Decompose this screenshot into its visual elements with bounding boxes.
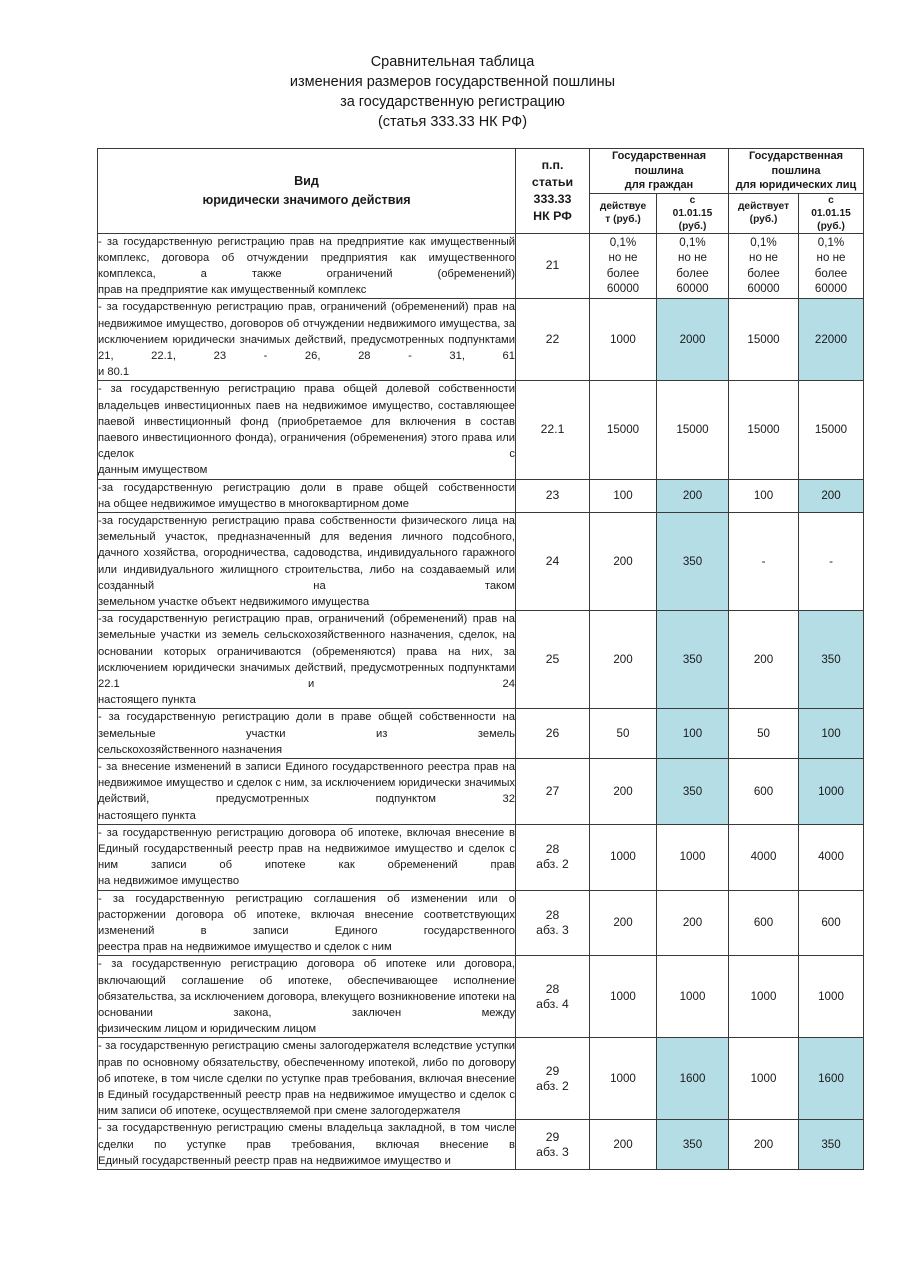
cell-value-line: 2000: [679, 333, 706, 347]
cell-citizens-new: [657, 233, 729, 299]
row-article-number: 25: [516, 611, 590, 709]
cell-value-line: 350: [682, 653, 703, 667]
cell-citizens-current: [590, 479, 657, 512]
row-article-number: 27: [516, 759, 590, 825]
cell-value-line: 1000: [679, 850, 706, 864]
cell-value-line: 0,1%: [609, 235, 637, 249]
title-line-3: за государственную регистрацию: [340, 94, 565, 110]
title-line-1: Сравнительная таблица: [370, 54, 535, 70]
row-article-paragraph: абз. 3: [536, 923, 569, 938]
cell-legal-current: [729, 611, 799, 709]
cell-value-line: но не: [678, 251, 707, 265]
cell-value-line: 0,1%: [750, 235, 777, 249]
header-citizens-new: [657, 193, 729, 233]
cell-citizens-current: [590, 611, 657, 709]
cell-citizens-current: [590, 512, 657, 610]
row-description-last-line: и 80.1: [98, 366, 130, 379]
cell-value-line: 1000: [818, 784, 844, 798]
cell-citizens-new: [657, 1120, 729, 1170]
row-description-last-line: на недвижимое имущество: [98, 875, 240, 888]
cell-citizens-new: [657, 611, 729, 709]
cell-value-line: более: [814, 266, 848, 280]
table-row: [98, 381, 864, 479]
cell-value-line: 350: [821, 1138, 841, 1152]
row-description: -за государственную регистрацию доли в праве общей собственности на общее недвижимое имущество в многоквартирном доме: [98, 479, 516, 512]
cell-value-line: 200: [613, 784, 633, 798]
cell-value-line: 15000: [676, 423, 709, 437]
table-row: [98, 299, 864, 381]
header-citizens-line3: для граждан: [624, 179, 694, 191]
row-article-number: 24: [516, 512, 590, 610]
cell-value-line: 200: [753, 1138, 774, 1152]
cell-citizens-current: [590, 1120, 657, 1170]
header-group-citizens: [590, 149, 729, 194]
cell-citizens-new: [657, 824, 729, 890]
cell-value-line: 350: [821, 653, 841, 667]
comparison-table: [97, 148, 864, 1170]
cell-value-line: 60000: [676, 282, 709, 296]
header-legal-current: [729, 193, 799, 233]
cell-value-line: -: [761, 554, 766, 568]
cell-legal-current: [729, 233, 799, 299]
table-row: [98, 709, 864, 759]
cell-citizens-new: [657, 479, 729, 512]
table-row: [98, 512, 864, 610]
table-body: [98, 233, 864, 1170]
cell-value-line: 60000: [606, 282, 640, 296]
row-description: - за внесение изменений в записи Единого государственного реестра прав на недвижимое имущество и сделок с ним, за исключением юридически значимых действий, предусмотренных подпунктом 32 настоящего пункта: [98, 759, 516, 825]
table-row: [98, 233, 864, 299]
cell-citizens-current: [590, 299, 657, 381]
document-title: [0, 0, 905, 132]
header-legal-line1: Государственная: [748, 150, 844, 162]
cell-legal-new: [799, 611, 864, 709]
cell-legal-current: [729, 709, 799, 759]
row-description-last-line: сельскохозяйственного назначения: [98, 743, 283, 756]
header-legal-line3: для юридических лиц: [735, 179, 857, 191]
cell-legal-current: [729, 759, 799, 825]
cell-citizens-current: [590, 890, 657, 956]
cell-value-line: 600: [753, 916, 774, 930]
table-row: [98, 1038, 864, 1120]
cell-legal-new: [799, 299, 864, 381]
header-group-legal-entities: [729, 149, 864, 194]
row-description-last-line: реестра прав на недвижимое имущество и сделок с ним: [98, 941, 392, 954]
cell-value-line: 1000: [679, 990, 706, 1004]
header-citizens-current: [590, 193, 657, 233]
cell-citizens-new: [657, 512, 729, 610]
cell-value-line: 15000: [814, 423, 848, 437]
cell-value-line: 600: [821, 916, 841, 930]
table-row: [98, 479, 864, 512]
cell-value-line: 15000: [606, 423, 640, 437]
header-action-type: [98, 149, 516, 234]
cell-value-line: 0,1%: [817, 235, 845, 249]
row-description-last-line: прав на предприятие как имущественный комплекс: [98, 284, 367, 297]
cell-value-line: 1600: [818, 1072, 844, 1086]
row-article-number: 28 абз. 4: [516, 956, 590, 1038]
title-line-4: (статья 333.33 НК РФ): [377, 114, 528, 130]
row-article-number: 22.1: [516, 381, 590, 479]
header-citizens-current-line1: действуе: [599, 201, 647, 212]
header-citizens-new-line3: (руб.): [678, 220, 707, 232]
cell-value-line: 350: [682, 784, 703, 798]
header-legal-new: [799, 193, 864, 233]
table-row: [98, 956, 864, 1038]
header-pp-line1: п.п.: [541, 157, 564, 172]
cell-value-line: но не: [749, 251, 778, 265]
row-description: - за государственную регистрацию смены владельца закладной, в том числе сделки по уступке прав требования, включая внесение в Единый государственный реестр прав на недвижимое имущество и: [98, 1120, 516, 1170]
cell-legal-new: [799, 479, 864, 512]
cell-value-line: 1000: [750, 990, 777, 1004]
cell-legal-new: [799, 1120, 864, 1170]
cell-value-line: 1000: [610, 1072, 636, 1086]
header-citizens-new-line1: с: [689, 194, 696, 206]
cell-value-line: более: [747, 266, 780, 280]
cell-legal-new: [799, 709, 864, 759]
cell-legal-current: [729, 479, 799, 512]
cell-legal-current: [729, 824, 799, 890]
cell-value-line: 1000: [610, 990, 636, 1004]
row-description: -за государственную регистрацию права собственности физического лица на земельный участок, предназначенный для ведения личного подсобного, дачного хозяйства, огородничества, садоводства, индивидуального гаражного или индивидуального жилищного строительства, либо на создаваемый или созданный на таком земельном участке объект недвижимого имущества: [98, 512, 516, 610]
cell-legal-new: [799, 956, 864, 1038]
cell-citizens-new: [657, 956, 729, 1038]
table-row: [98, 611, 864, 709]
cell-legal-new: [799, 1038, 864, 1120]
cell-value-line: 200: [682, 916, 703, 930]
header-citizens-new-line2: 01.01.15: [672, 207, 713, 219]
cell-value-line: -: [829, 554, 833, 568]
row-description: -за государственную регистрацию прав, ограничений (обременений) прав на земельные участки из земель сельскохозяйственного назначения, сделок, на основании которых ограничиваются (обременяются) права на них, за исключением юридически значимых действий, предусмотренных подпунктами 22.1 и 24 настоящего пункта: [98, 611, 516, 709]
row-description: - за государственную регистрацию доли в праве общей собственности на земельные участки из земель сельскохозяйственного назначения: [98, 709, 516, 759]
cell-value-line: 22000: [814, 333, 848, 347]
row-description-last-line: ним записи об ипотеке, осуществляемой при смене залогодержателя: [98, 1105, 461, 1118]
cell-legal-new: [799, 512, 864, 610]
header-action-line2: юридически значимого действия: [202, 192, 411, 207]
cell-legal-new: [799, 759, 864, 825]
cell-legal-new: [799, 890, 864, 956]
cell-value-line: 200: [821, 489, 841, 502]
cell-value-line: 100: [682, 726, 703, 740]
cell-citizens-current: [590, 759, 657, 825]
table-row: [98, 824, 864, 890]
row-article-number: 29 абз. 3: [516, 1120, 590, 1170]
row-description-last-line: данным имуществом: [98, 464, 208, 477]
row-article-paragraph: абз. 2: [536, 857, 569, 872]
cell-value-line: 15000: [747, 423, 780, 437]
header-citizens-line2: пошлина: [634, 164, 684, 177]
row-article-paragraph: абз. 4: [536, 996, 569, 1011]
cell-value-line: 200: [682, 489, 703, 502]
row-description: - за государственную регистрацию прав на предприятие как имущественный комплекс, договора об отчуждении предприятия как имущественного комплекса, а также ограничений (обременений) прав на предприятие как имущественный комплекс: [98, 233, 516, 299]
cell-legal-current: [729, 1120, 799, 1170]
cell-value-line: 1000: [750, 1072, 777, 1086]
cell-value-line: 4000: [750, 850, 777, 864]
header-legal-line2: пошлина: [771, 164, 821, 177]
cell-citizens-new: [657, 381, 729, 479]
cell-value-line: 4000: [818, 850, 844, 864]
row-article-paragraph: абз. 2: [536, 1078, 569, 1093]
cell-citizens-current: [590, 956, 657, 1038]
cell-value-line: 50: [757, 726, 770, 740]
cell-value-line: но не: [608, 251, 638, 265]
cell-legal-current: [729, 299, 799, 381]
cell-citizens-current: [590, 709, 657, 759]
cell-citizens-current: [590, 824, 657, 890]
cell-value-line: более: [676, 266, 709, 280]
header-legal-new-line1: с: [828, 194, 834, 206]
row-description: - за государственную регистрацию права общей долевой собственности владельцев инвестиционных паев на недвижимое имущество, составляющее паевой инвестиционный фонд (приобретаемое для включения в состав паевого инвестиционного фонда), ограничения (обременения) этого права или сделок с данным имуществом: [98, 381, 516, 479]
cell-citizens-new: [657, 759, 729, 825]
cell-value-line: но не: [816, 251, 846, 265]
header-citizens-current-line2: т (руб.): [605, 214, 641, 225]
row-description-last-line: земельном участке объект недвижимого имущества: [98, 595, 370, 608]
cell-legal-new: [799, 233, 864, 299]
cell-value-line: 1000: [610, 850, 636, 864]
cell-citizens-new: [657, 1038, 729, 1120]
cell-value-line: 1000: [610, 333, 636, 347]
header-legal-new-line2: 01.01.15: [811, 207, 851, 219]
cell-value-line: 200: [613, 916, 633, 930]
cell-value-line: 350: [682, 554, 703, 568]
cell-citizens-new: [657, 890, 729, 956]
cell-citizens-new: [657, 709, 729, 759]
row-article-paragraph: абз. 3: [536, 1144, 569, 1159]
row-article-number: 28 абз. 2: [516, 824, 590, 890]
cell-legal-current: [729, 1038, 799, 1120]
cell-value-line: 600: [753, 784, 774, 798]
row-article-number: 21: [516, 233, 590, 299]
header-row-top: [98, 149, 864, 194]
header-legal-current-line2: (руб.): [749, 214, 778, 225]
table-row: [98, 759, 864, 825]
row-description-last-line: физическим лицом и юридическим лицом: [98, 1023, 317, 1036]
cell-value-line: 15000: [747, 333, 780, 347]
cell-value-line: 200: [613, 653, 633, 667]
title-line-2: изменения размеров государственной пошлины: [289, 74, 616, 90]
cell-value-line: 60000: [814, 282, 848, 296]
cell-value-line: 350: [682, 1138, 703, 1152]
cell-legal-current: [729, 890, 799, 956]
cell-value-line: 60000: [747, 282, 780, 296]
row-description-last-line: настоящего пункта: [98, 809, 196, 822]
header-pp-line4: НК РФ: [533, 208, 572, 223]
header-article-number: [516, 149, 590, 234]
cell-value-line: 100: [753, 489, 774, 502]
cell-value-line: 100: [821, 726, 841, 740]
header-legal-new-line3: (руб.): [817, 220, 845, 232]
row-description: - за государственную регистрацию договора об ипотеке, включая внесение в Единый государственный реестр прав на недвижимое имущество и сделок с ним записи об ипотеке как обременений прав на недвижимое имущество: [98, 824, 516, 890]
cell-value-line: 1600: [679, 1072, 706, 1086]
cell-legal-current: [729, 956, 799, 1038]
row-article-number: 26: [516, 709, 590, 759]
row-article-number: 23: [516, 479, 590, 512]
row-description-last-line: на общее недвижимое имущество в многоквартирном доме: [98, 497, 410, 510]
table-header: [98, 149, 864, 234]
cell-legal-new: [799, 381, 864, 479]
comparison-table-wrapper: [97, 148, 863, 1170]
cell-value-line: 50: [616, 726, 630, 740]
cell-value-line: 1000: [818, 990, 844, 1004]
cell-value-line: 200: [753, 653, 774, 667]
cell-value-line: 0,1%: [679, 235, 706, 249]
cell-citizens-current: [590, 1038, 657, 1120]
row-description-last-line: настоящего пункта: [98, 694, 196, 707]
cell-value-line: 200: [613, 1138, 633, 1152]
row-description: - за государственную регистрацию смены залогодержателя вследствие уступки прав по основному обязательству, обеспеченному ипотекой, либо по договору об ипотеке, в том числе сделки по уступке прав требования, включая внесение в Единый государственный реестр прав на недвижимое имущество и сделок с ним записи об ипотеке, осуществляемой при смене залогодержателя: [98, 1038, 516, 1120]
header-pp-line3: 333.33: [533, 191, 572, 206]
row-description: - за государственную регистрацию прав, ограничений (обременений) прав на недвижимое имущество, договоров об отчуждении недвижимого имущества, за исключением юридически значимых действий, предусмотренных подпунктами 21, 22.1, 23 - 26, 28 - 31, 61 и 80.1: [98, 299, 516, 381]
cell-value-line: 200: [613, 554, 633, 568]
header-pp-line2: статьи: [531, 174, 574, 189]
cell-value-line: более: [606, 266, 640, 280]
header-citizens-line1: Государственная: [611, 150, 707, 162]
header-action-line1: Вид: [294, 173, 319, 188]
cell-legal-new: [799, 824, 864, 890]
cell-citizens-current: [590, 381, 657, 479]
row-description-last-line: Единый государственный реестр прав на недвижимое имущество и: [98, 1154, 451, 1167]
cell-citizens-new: [657, 299, 729, 381]
row-description: - за государственную регистрацию соглашения об изменении или о расторжении договора об ипотеке, включая внесение соответствующих изменений в записи Единого государственного реестра прав на недвижимое имущество и сделок с ним: [98, 890, 516, 956]
row-article-number: 22: [516, 299, 590, 381]
cell-legal-current: [729, 381, 799, 479]
cell-legal-current: [729, 512, 799, 610]
table-row: [98, 1120, 864, 1170]
cell-citizens-current: [590, 233, 657, 299]
row-article-number: 28 абз. 3: [516, 890, 590, 956]
row-description: - за государственную регистрацию договора об ипотеке или договора, включающий соглашение об ипотеке, обеспечивающее исполнение обязательства, за исключением договора, влекущего возникновение ипотеки на основании закона, заключен между физическим лицом и юридическим лицом: [98, 956, 516, 1038]
table-row: [98, 890, 864, 956]
row-article-number: 29 абз. 2: [516, 1038, 590, 1120]
header-legal-current-line1: действует: [737, 201, 790, 212]
cell-value-line: 100: [613, 489, 633, 502]
